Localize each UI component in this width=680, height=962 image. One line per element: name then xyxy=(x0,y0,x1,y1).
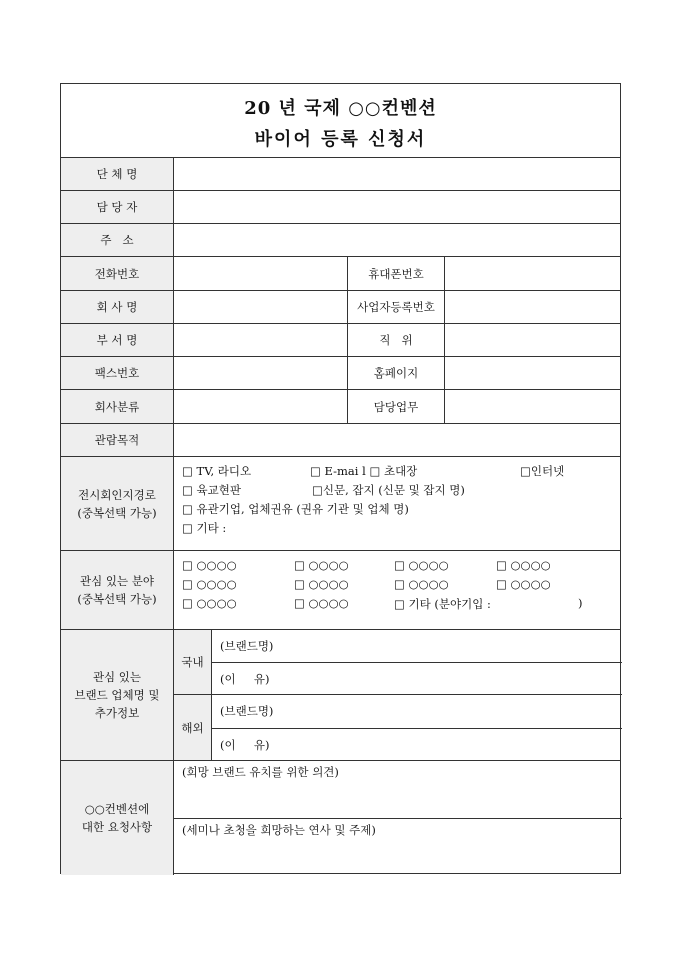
interest-option[interactable]: □ ○○○○ xyxy=(182,558,237,572)
interest-option[interactable]: □ ○○○○ xyxy=(394,577,449,591)
row-company-class xyxy=(61,389,620,423)
label-purpose: 관람목적 xyxy=(61,424,174,456)
domestic-brand-name-label: (브랜드명) xyxy=(220,639,274,653)
label-phone: 전화번호 xyxy=(61,257,174,290)
row-phone xyxy=(61,256,620,290)
route-option-newspaper[interactable]: □신문, 잡지 (신문 및 잡지 명) xyxy=(312,483,465,497)
label-request xyxy=(61,761,174,875)
domestic-reason-field[interactable] xyxy=(212,662,622,694)
registration-form xyxy=(60,83,621,874)
label-company-name: 회 사 명 xyxy=(61,291,174,323)
interest-option-other[interactable]: □ 기타 (분야기입 : xyxy=(394,597,491,611)
row-org-name xyxy=(61,157,620,190)
request-seminar-label: (세미나 초청을 희망하는 연사 및 주제) xyxy=(182,823,376,837)
label-brand-line3: 추가정보 xyxy=(94,706,140,720)
interest-option[interactable]: □ ○○○○ xyxy=(182,577,237,591)
form-title xyxy=(61,84,620,157)
row-company-name xyxy=(61,290,620,323)
interest-option[interactable]: □ ○○○○ xyxy=(496,577,551,591)
interest-option[interactable]: □ ○○○○ xyxy=(294,596,349,610)
title-line2: 바이어 등록 신청서 xyxy=(254,129,427,150)
route-option-tv[interactable]: □ TV, 라디오 xyxy=(182,464,252,478)
label-fax: 팩스번호 xyxy=(61,357,174,389)
row-brand xyxy=(61,629,620,760)
label-duty: 담당업무 xyxy=(347,390,445,423)
brand-overseas xyxy=(174,694,622,761)
label-brand-line2: 브랜드 업체명 및 xyxy=(74,688,160,702)
row-route xyxy=(61,456,620,550)
request-opinion-field[interactable] xyxy=(174,761,622,818)
interest-option[interactable]: □ ○○○○ xyxy=(394,558,449,572)
row-fax xyxy=(61,356,620,389)
label-route-line2: (중복선택 가능) xyxy=(77,505,157,520)
overseas-reason-label: (이 유) xyxy=(220,738,270,752)
route-option-internet[interactable]: □인터넷 xyxy=(520,464,565,478)
label-interest xyxy=(61,551,174,629)
overseas-brand-name-label: (브랜드명) xyxy=(220,704,274,718)
route-option-other[interactable]: □ 기타 : xyxy=(182,521,227,535)
route-option-related[interactable]: □ 유관기업, 업체권유 (권유 기관 및 업체 명) xyxy=(182,502,409,516)
label-route-line1: 전시회인지경로 xyxy=(78,487,156,502)
label-brand xyxy=(61,630,174,760)
row-request xyxy=(61,760,620,875)
overseas-reason-field[interactable] xyxy=(212,728,622,761)
label-route xyxy=(61,457,174,550)
row-purpose xyxy=(61,423,620,456)
row-interest xyxy=(61,550,620,629)
label-business-reg-no: 사업자등록번호 xyxy=(347,291,445,323)
label-homepage: 홈페이지 xyxy=(347,357,445,389)
brand-domestic xyxy=(174,630,622,694)
label-interest-line2: (중복선택 가능) xyxy=(77,592,157,606)
label-address: 주 소 xyxy=(61,224,174,256)
overseas-brand-name-field[interactable] xyxy=(212,695,622,728)
row-address xyxy=(61,223,620,256)
interest-option[interactable]: □ ○○○○ xyxy=(496,558,551,572)
label-mobile: 휴대폰번호 xyxy=(347,257,445,290)
label-request-line1: ○○컨벤션에 xyxy=(84,802,150,816)
label-brand-line1: 관심 있는 xyxy=(92,670,142,684)
request-seminar-field[interactable] xyxy=(174,818,622,876)
label-interest-line1: 관심 있는 분야 xyxy=(80,574,154,588)
label-org-name: 단 체 명 xyxy=(61,158,174,190)
domestic-reason-label: (이 유) xyxy=(220,672,270,686)
label-domestic: 국내 xyxy=(174,630,212,694)
label-request-line2: 대한 요청사항 xyxy=(81,820,153,834)
interest-option[interactable]: □ ○○○○ xyxy=(294,558,349,572)
interest-option[interactable]: □ ○○○○ xyxy=(182,596,237,610)
label-position: 직 위 xyxy=(347,324,445,356)
label-company-class: 회사분류 xyxy=(61,390,174,423)
label-department: 부 서 명 xyxy=(61,324,174,356)
interest-option[interactable]: □ ○○○○ xyxy=(294,577,349,591)
request-opinion-label: (희망 브랜드 유치를 위한 의견) xyxy=(182,765,339,779)
route-option-overpass[interactable]: □ 육교현판 xyxy=(182,483,241,497)
row-contact-person xyxy=(61,190,620,223)
domestic-brand-name-field[interactable] xyxy=(212,630,622,662)
row-department xyxy=(61,323,620,356)
route-option-email-invite[interactable]: □ E-mai l □ 초대장 xyxy=(310,464,418,478)
title-line1: 20 년 국제 ○○컨벤션 xyxy=(244,98,437,119)
label-contact-person: 담 당 자 xyxy=(61,191,174,223)
label-overseas: 해외 xyxy=(174,695,212,761)
interest-other-close: ) xyxy=(578,596,583,610)
